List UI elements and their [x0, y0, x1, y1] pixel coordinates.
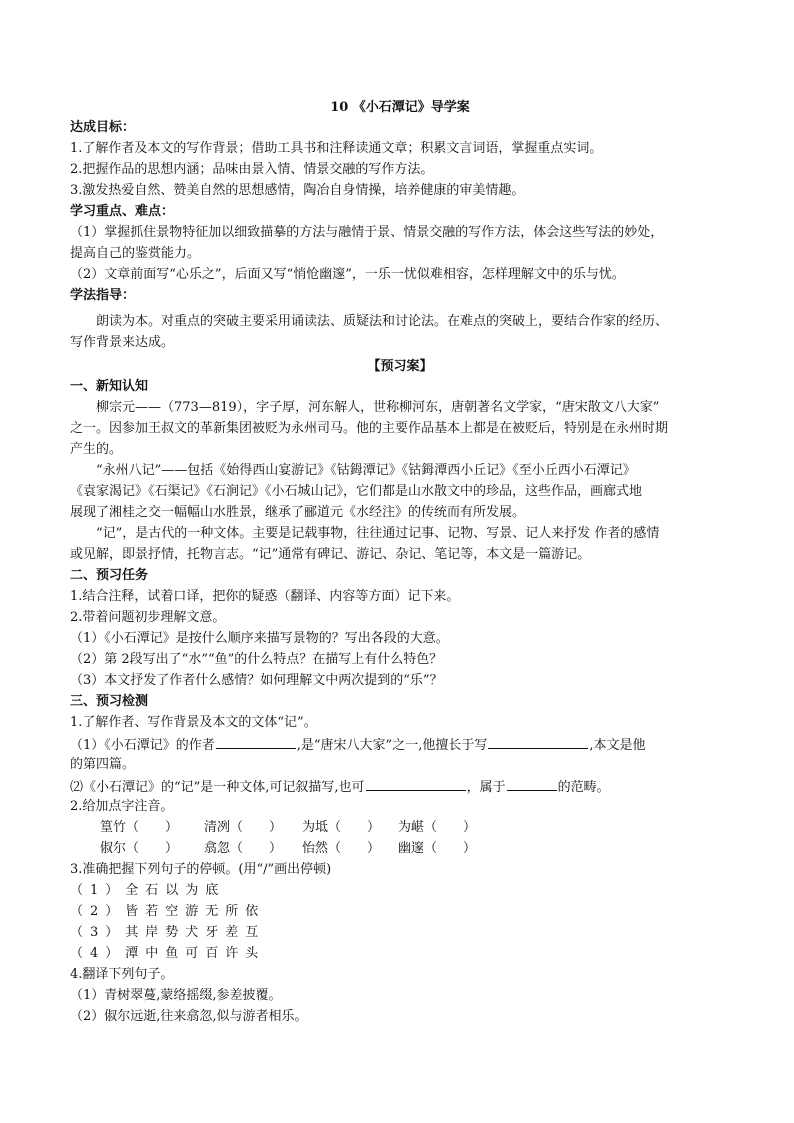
phonetic-item[interactable]: 俶尔（ ） [100, 841, 179, 856]
section2-heading: 二、预习任务 [70, 568, 149, 583]
answer-blank[interactable] [488, 734, 588, 749]
fill-blank-question [70, 734, 730, 756]
question-text: ，属于 [466, 780, 506, 795]
section1-paragraph: “记”，是古代的一种文体。主要是记载事物，往往通过记事、记物、写景、记人来抒发 作者的感情 [96, 526, 660, 541]
check-question: 3.准确把握下列句子的停顿。(用“/”画出停顿) [70, 862, 332, 877]
task-item: （3）本文抒发了作者什么感情？如何理解文中两次提到的“乐”？ [70, 673, 443, 688]
goal-item: 1.了解作者及本文的写作背景；借助工具书和注释读通文章；积累文言词语，掌握重点实词。 [70, 141, 603, 156]
method-heading: 学法指导： [70, 288, 136, 303]
pause-sentence[interactable]: （2）皆若空游无所依 [70, 904, 266, 919]
fill-blank-question-cont: 的第四篇。 [70, 757, 136, 772]
phonetic-item[interactable]: 为嵁（ ） [398, 820, 477, 835]
section1-paragraph-cont: 《袁家渴记》《石渠记》《石涧记》《小石城山记》，它们都是山水散文中的珍品，这些作品，画廊式地 [70, 484, 643, 499]
section1-paragraph-cont: 产生的。 [70, 442, 123, 457]
task-item: （2）第 2段写出了“水”“鱼”的什么特点？在描写上有什么特色？ [70, 652, 443, 667]
preview-title: 【预习案】 [367, 359, 433, 374]
phonetic-item[interactable]: 清冽（ ） [204, 820, 283, 835]
check-question: 4.翻译下列句子。 [70, 967, 174, 982]
phonetic-item[interactable]: 为坻（ ） [302, 820, 381, 835]
answer-blank[interactable] [366, 776, 466, 791]
keypoint-item-cont: 提高自己的鉴赏能力。 [70, 246, 201, 261]
goal-item: 2.把握作品的思想内涵；品味由景入情、情景交融的写作方法。 [70, 162, 434, 177]
question-text: ,是“唐宋八大家”之一,他擅长于写 [296, 738, 488, 753]
section1-paragraph-cont: 之一。因参加王叔文的革新集团被贬为永州司马。他的主要作品基本上都是在被贬后，特别是在永州时期 [70, 421, 669, 436]
phonetic-item[interactable]: 幽邃（ ） [398, 841, 477, 856]
pause-sentence[interactable]: （4）潭中鱼可百许头 [70, 946, 266, 961]
method-text: 朗读为本。对重点的突破主要采用诵读法、质疑法和讨论法。在难点的突破上，要结合作家的经历、 [96, 314, 669, 329]
question-text: ⑵《小石潭记》的“记”是一种文体,可记叙描写,也可 [70, 780, 365, 795]
question-text: （1）《小石潭记》的作者 [70, 738, 215, 753]
pause-sentence[interactable]: （1）全石以为底 [70, 883, 226, 898]
translation-sentence: （1）青树翠蔓,蒙络摇缀,参差披覆。 [70, 988, 282, 1003]
question-text: 的范畴。 [557, 780, 610, 795]
keypoints-heading: 学习重点、难点： [70, 204, 175, 219]
phonetic-item[interactable]: 翕忽（ ） [204, 841, 283, 856]
section3-heading: 三、预习检测 [70, 694, 149, 709]
task-item: （1）《小石潭记》是按什么顺序来描写景物的？写出各段的大意。 [70, 631, 449, 646]
section1-paragraph-cont: 展现了湘桂之交一幅幅山水胜景，继承了郦道元《水经注》的传统而有所发展。 [70, 505, 526, 520]
phonetic-item[interactable]: 篁竹（ ） [100, 820, 179, 835]
phonetic-item[interactable]: 怡然（ ） [302, 841, 381, 856]
section1-paragraph: “永州八记”——包括《始得西山宴游记》《钴鉧潭记》《钴鉧潭西小丘记》《至小丘西小石潭记》 [96, 463, 636, 478]
answer-blank[interactable] [216, 734, 296, 749]
goal-item: 3.激发热爱自然、赞美自然的思想感情，陶冶自身情操，培养健康的审美情趣。 [70, 183, 525, 198]
keypoint-item: （1）掌握抓住景物特征加以细致描摹的方法与融情于景、情景交融的写作方法，体会这些写法的妙处， [70, 225, 664, 240]
page-title: 10 《小石潭记》导学案 [330, 100, 470, 115]
answer-blank[interactable] [507, 776, 557, 791]
goals-heading: 达成目标： [70, 120, 136, 135]
pause-sentence[interactable]: （3）其岸势犬牙差互 [70, 925, 266, 940]
task-item: 2.带着问题初步理解文意。 [70, 610, 226, 625]
check-question: 1.了解作者、写作背景及本文的文体“记”。 [70, 715, 317, 730]
task-item: 1.结合注释，试着口译，把你的疑惑（翻译、内容等方面）记下来。 [70, 589, 460, 604]
method-text-cont: 写作背景来达成。 [70, 335, 175, 350]
keypoint-item: （2）文章前面写“心乐之”，后面又写“悄怆幽邃”，一乐一忧似难相容，怎样理解文中的乐与忧。 [70, 267, 625, 282]
section1-paragraph: 柳宗元——（773—819），字子厚，河东解人，世称柳河东，唐朝著名文学家，“唐宋散文八大家” [96, 400, 660, 415]
question-text: ,本文是他 [589, 738, 646, 753]
section1-heading: 一、新知认知 [70, 379, 149, 394]
translation-sentence: （2）俶尔远逝,往来翕忽,似与游者相乐。 [70, 1009, 308, 1024]
section1-paragraph-cont: 或见解，即景抒情，托物言志。“记”通常有碑记、游记、杂记、笔记等，本文是一篇游记。 [70, 547, 591, 562]
check-question: 2.给加点字注音。 [70, 799, 174, 814]
fill-blank-question [70, 776, 730, 798]
